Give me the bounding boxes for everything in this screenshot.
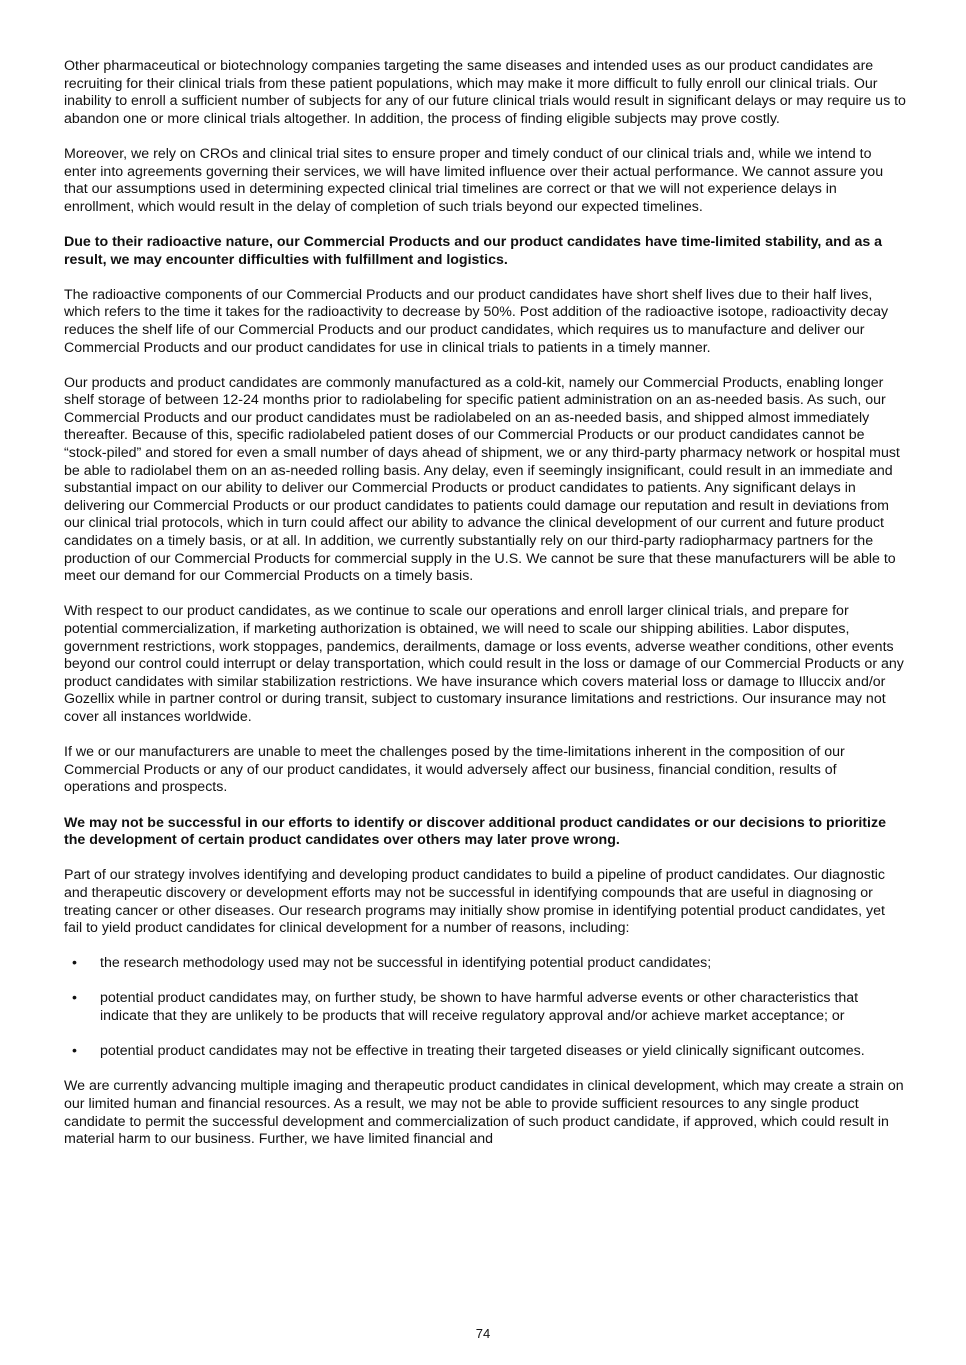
list-item-text: the research methodology used may not be successful in identifying potential product candidates;: [100, 955, 712, 972]
paragraph: Other pharmaceutical or biotechnology companies targeting the same diseases and intended uses as our product candidates are recruiting for their clinical trials from these patient populations, which may make it more difficult to fully enroll our clinical trials. Our inability to enroll a sufficient number of subjects for any of our future clinical trials would result in significant delays or may require us to abandon one or more clinical trials altogether. In addition, the process of finding eligible subjects may prove costly.: [64, 58, 906, 127]
paragraph: Part of our strategy involves identifying and developing product candidates to build a pipeline of product candidates. Our diagnostic and therapeutic discovery or development efforts may not be successful in identifying compounds that are useful in diagnosing or treating cancer or other diseases. Our research programs may initially show promise in identifying potential product candidates, yet fail to yield product candidates for clinical development for a number of reasons, including:: [64, 867, 886, 937]
paragraph: We are currently advancing multiple imaging and therapeutic product candidates in clinical development, which may create a strain on our limited human and financial resources. As a result, we may not be able to provide sufficient resources to any single product candidate to permit the successful development and commercialization of such product candidate, if approved, which could result in material harm to our business. Further, we have limited financial and: [64, 1078, 904, 1148]
bullet-icon: •: [72, 1043, 77, 1060]
section-heading: We may not be successful in our efforts to identify or discover additional product candidates or our decisions to prioritize the development of certain product candidates over others may later prove wrong.: [64, 814, 886, 849]
list-item: [64, 1043, 906, 1061]
bullet-icon: •: [72, 955, 77, 972]
list-item: [64, 990, 906, 1025]
list-item-text: potential product candidates may, on further study, be shown to have harmful adverse events or other characteristics that indicate that they are unlikely to be products that will receive regulatory approval and/or achieve market acceptance; or: [100, 990, 859, 1025]
paragraph: If we or our manufacturers are unable to meet the challenges posed by the time-limitations inherent in the composition of our Commercial Products or any of our product candidates, it would adversely affect our business, financial condition, results of operations and prospects.: [64, 744, 845, 796]
page-number: 74: [475, 1326, 491, 1341]
paragraph: With respect to our product candidates, as we continue to scale our operations and enroll larger clinical trials, and prepare for potential commercialization, if marketing authorization is obtained, we will need to scale our shipping abilities. Labor disputes, government restrictions, work stoppages, pandemics, derailments, damage or loss events, adverse weather conditions, other events beyond our control could interrupt or delay transportation, which could result in the loss or damage of our Commercial Products or any product candidates with similar stabilization restrictions. We have insurance which covers material loss or damage to Illuccix and/or Gozellix while in partner control or during transit, subject to customary insurance limitations and restrictions. Our insurance may not cover all instances worldwide.: [64, 603, 904, 725]
list-item-text: potential product candidates may not be effective in treating their targeted diseases or yield clinically significant outcomes.: [100, 1043, 865, 1060]
bullet-list: [64, 955, 906, 1061]
section-heading: Due to their radioactive nature, our Commercial Products and our product candidates have time-limited stability, and as a result, we may encounter difficulties with fulfillment and logistics.: [64, 233, 883, 268]
paragraph: Moreover, we rely on CROs and clinical trial sites to ensure proper and timely conduct of our clinical trials and, while we intend to enter into agreements governing their services, we will have limited influence over their actual performance. We cannot assure you that our assumptions used in determining expected clinical trial timelines are correct or that we will not experience delays in enrollment, which would result in the delay of completion of such trials beyond our expected timelines.: [64, 145, 884, 215]
paragraph: The radioactive components of our Commercial Products and our product candidates have short shelf lives due to their half lives, which refers to the time it takes for the radioactivity to decrease by 50%. Post addition of the radioactive isotope, radioactivity decay reduces the shelf life of our Commercial Products and our product candidates, which requires us to manufacture and deliver our Commercial Products and our product candidates for use in clinical trials to patients in a timely manner.: [64, 286, 889, 356]
document-page: [64, 58, 906, 1166]
paragraph: Our products and product candidates are commonly manufactured as a cold-kit, namely our Commercial Products, enabling longer shelf storage of between 12-24 months prior to radiolabeling for specific patient administration on an as-needed basis. As such, our Commercial Products and our product candidates must be radiolabeled on an as-needed basis, and shipped almost immediately thereafter. Because of this, specific radiolabeled patient doses of our Commercial Products or our product candidates cannot be “stock-piled” and stored for even a small number of days ahead of shipment, we or any third-party pharmacy network or hospital must be able to radiolabel them on an as-needed rolling basis. Any delay, even if seemingly insignificant, could result in an immediate and substantial impact on our ability to deliver our Commercial Products or product candidates to patients. Any significant delays in delivering our Commercial Products or our product candidates to patients could damage our reputation and result in deviations from our clinical trial protocols, which in turn could affect our ability to advance the clinical development of our current and future product candidates on a timely basis, or at all. In addition, we currently substantially rely on our third-party radiopharmacy partners for the production of our Commercial Products for commercial supply in the U.S. We cannot be sure that these manufacturers will be able to meet our demand for our Commercial Products on a timely basis.: [64, 374, 900, 585]
bullet-icon: •: [72, 990, 77, 1007]
list-item: [64, 955, 906, 973]
